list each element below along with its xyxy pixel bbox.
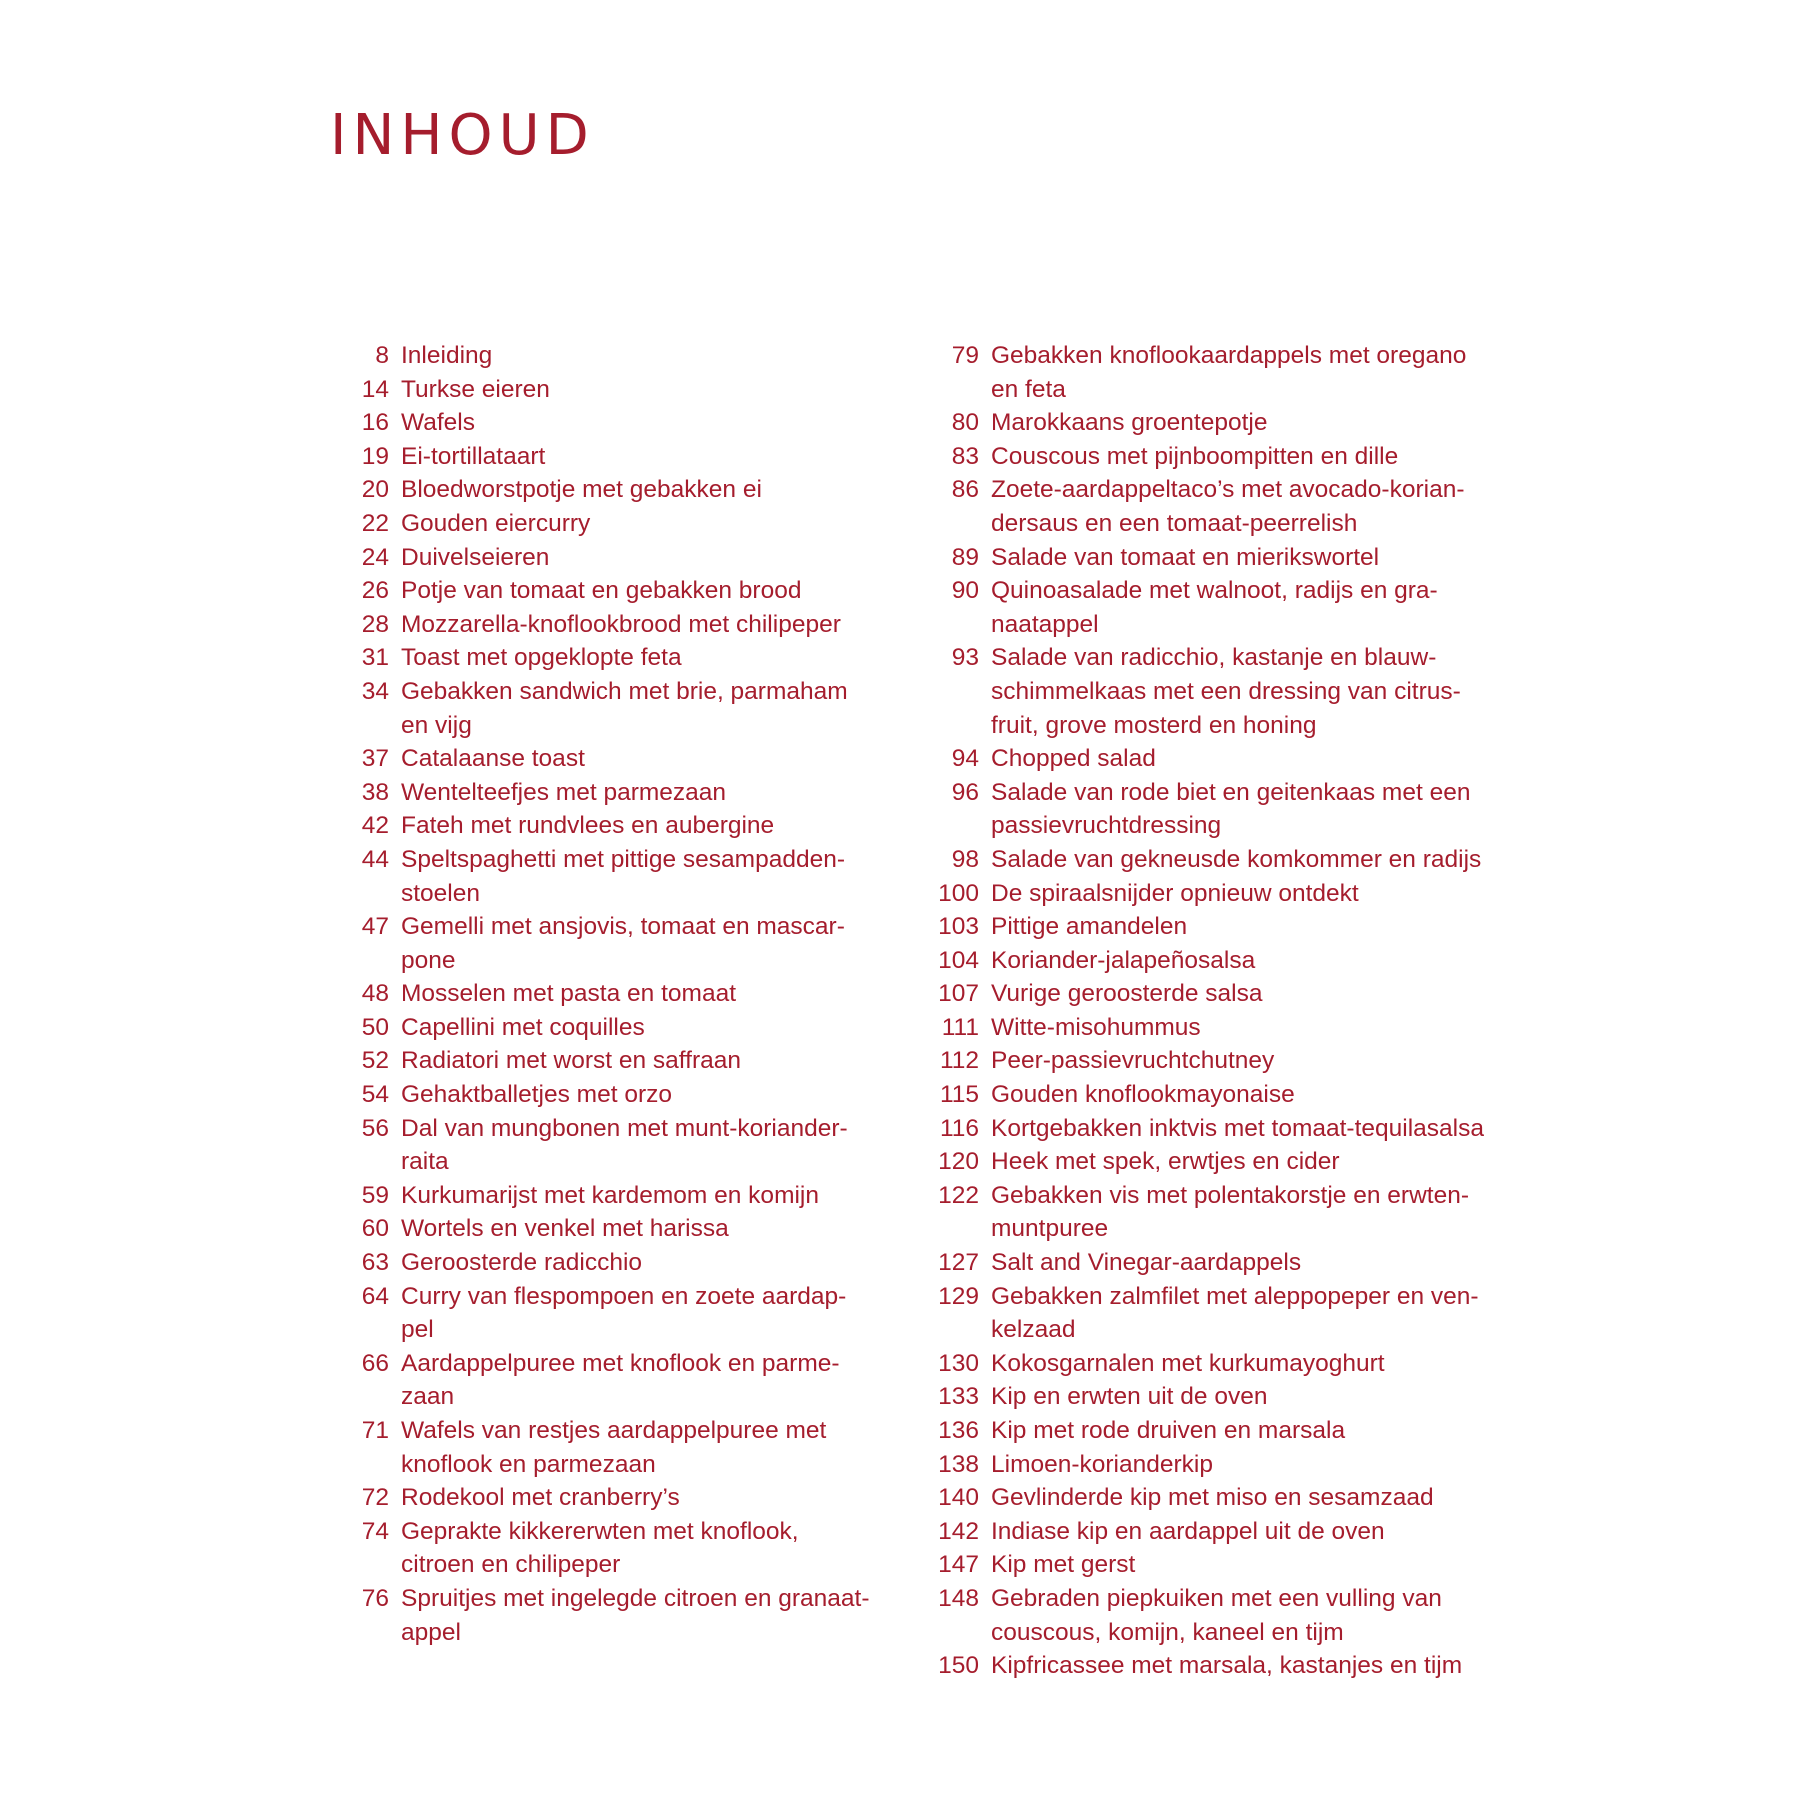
toc-entry-line: appel bbox=[401, 1618, 461, 1646]
toc-entry-title bbox=[991, 1280, 1479, 1347]
toc-entry-title bbox=[991, 1044, 1274, 1078]
toc-entry-line: Heek met spek, erwtjes en cider bbox=[991, 1148, 1340, 1176]
toc-entry-line: couscous, komijn, kaneel en tijm bbox=[991, 1618, 1344, 1646]
toc-entry-title bbox=[401, 339, 492, 373]
toc-page-number: 94 bbox=[951, 745, 979, 773]
toc-entry bbox=[935, 1347, 1484, 1381]
toc-entry-line: Gehaktballetjes met orzo bbox=[401, 1081, 672, 1109]
toc-entry-title bbox=[991, 1380, 1268, 1414]
toc-page-number: 120 bbox=[938, 1148, 979, 1176]
toc-entry bbox=[345, 1280, 870, 1347]
toc-entry-line: naatappel bbox=[991, 610, 1099, 638]
toc-entry-line: Vurige geroosterde salsa bbox=[991, 980, 1263, 1008]
toc-entry-line: Kip met rode druiven en marsala bbox=[991, 1417, 1346, 1444]
toc-entry-title bbox=[401, 675, 848, 742]
toc-entry-title bbox=[991, 1548, 1135, 1582]
toc-entry-title bbox=[401, 1280, 846, 1347]
toc-page-number: 76 bbox=[361, 1584, 389, 1612]
toc-entry-line: Gebakken vis met polentakorstje en erwten- bbox=[991, 1181, 1469, 1209]
toc-entry-line: Indiase kip en aardappel uit de oven bbox=[991, 1517, 1385, 1545]
toc-entry-title bbox=[991, 574, 1438, 641]
toc-entry-line: Kurkumarijst met kardemom en komijn bbox=[401, 1181, 819, 1209]
toc-column-right bbox=[935, 339, 1484, 1683]
toc-page-number: 79 bbox=[951, 342, 979, 369]
toc-entry-title bbox=[991, 977, 1262, 1011]
toc-entry-line: Inleiding bbox=[401, 342, 493, 369]
toc-entry-title bbox=[401, 776, 726, 810]
toc-entry-line: Ei-tortillataart bbox=[401, 442, 546, 470]
toc-entry-line: Speltspaghetti met pittige sesampadden- bbox=[401, 845, 845, 873]
toc-entry-title bbox=[401, 843, 845, 910]
toc-entry-title bbox=[991, 843, 1481, 877]
toc-entry-title bbox=[401, 1481, 680, 1515]
toc-page-number: 86 bbox=[951, 476, 979, 504]
toc-entry bbox=[935, 1112, 1484, 1146]
toc-entry-title bbox=[991, 1481, 1434, 1515]
toc-entry bbox=[935, 877, 1484, 911]
toc-entry-line: Witte-misohummus bbox=[991, 1013, 1201, 1041]
toc-entry bbox=[345, 977, 870, 1011]
toc-entry-title bbox=[401, 742, 585, 776]
toc-entry bbox=[345, 1011, 870, 1045]
toc-entry-title bbox=[991, 1179, 1469, 1246]
toc-entry-title bbox=[401, 541, 549, 575]
toc-page-number: 64 bbox=[361, 1282, 389, 1310]
toc-entry-line: Peer-passievruchtchutney bbox=[991, 1047, 1275, 1075]
toc-entry bbox=[935, 1044, 1484, 1078]
toc-entry bbox=[935, 843, 1484, 877]
toc-entry bbox=[345, 809, 870, 843]
toc-entry bbox=[935, 473, 1484, 540]
toc-page-number: 63 bbox=[361, 1249, 389, 1277]
toc-entry-line: Salade van radicchio, kastanje en blauw- bbox=[991, 644, 1437, 672]
toc-entry bbox=[345, 910, 870, 977]
toc-page-number: 26 bbox=[361, 577, 389, 605]
toc-page-number: 98 bbox=[951, 845, 979, 873]
toc-entry bbox=[345, 507, 870, 541]
toc-entry bbox=[935, 977, 1484, 1011]
toc-page-number: 136 bbox=[938, 1417, 979, 1444]
toc-entry-title bbox=[401, 910, 845, 977]
toc-entry bbox=[345, 1112, 870, 1179]
toc-entry-line: Gebakken zalmfilet met aleppopeper en ven- bbox=[991, 1282, 1479, 1310]
toc-entry-line: Chopped salad bbox=[991, 745, 1156, 773]
toc-entry-line: Capellini met coquilles bbox=[401, 1013, 645, 1041]
toc-entry bbox=[345, 574, 870, 608]
toc-entry bbox=[345, 776, 870, 810]
toc-page-number: 72 bbox=[361, 1484, 389, 1512]
toc-entry bbox=[935, 742, 1484, 776]
toc-entry-line: Mosselen met pasta en tomaat bbox=[401, 980, 737, 1008]
toc-entry-line: kelzaad bbox=[991, 1316, 1076, 1344]
toc-page-number: 24 bbox=[361, 543, 389, 571]
toc-entry-title bbox=[991, 1515, 1385, 1549]
toc-entry-line: Quinoasalade met walnoot, radijs en gra- bbox=[991, 577, 1438, 605]
toc-entry-line: pel bbox=[401, 1316, 434, 1344]
toc-entry bbox=[935, 1548, 1484, 1582]
toc-page-number: 16 bbox=[361, 409, 389, 437]
toc-page-number: 96 bbox=[951, 778, 979, 806]
toc-entry-title bbox=[401, 977, 736, 1011]
toc-entry-line: Gevlinderde kip met miso en sesamzaad bbox=[991, 1484, 1434, 1512]
toc-page-number: 37 bbox=[361, 745, 389, 773]
toc-entry-line: Wentelteefjes met parmezaan bbox=[401, 778, 727, 806]
toc-entry bbox=[345, 1347, 870, 1414]
toc-entry-title bbox=[401, 574, 801, 608]
toc-page-number: 83 bbox=[951, 442, 979, 470]
toc-entry-title bbox=[401, 608, 841, 642]
toc-entry-title bbox=[991, 541, 1379, 575]
toc-entry-title bbox=[401, 1515, 799, 1582]
toc-entry bbox=[345, 1212, 870, 1246]
toc-page-number: 142 bbox=[938, 1517, 979, 1545]
toc-page-number: 89 bbox=[951, 543, 979, 571]
toc-entry-line: Zoete-aardappeltaco’s met avocado-korian- bbox=[991, 476, 1465, 504]
toc-entry-title bbox=[991, 1078, 1295, 1112]
toc-entry-title bbox=[991, 1011, 1201, 1045]
toc-entry bbox=[345, 440, 870, 474]
toc-page-number: 34 bbox=[361, 677, 389, 705]
toc-page-number: 150 bbox=[938, 1652, 979, 1680]
toc-entry-title bbox=[401, 1179, 819, 1213]
toc-entry-line: Mozzarella-knoflookbrood met chilipeper bbox=[401, 610, 841, 638]
toc-entry-title bbox=[401, 1078, 672, 1112]
toc-page-number: 93 bbox=[951, 644, 979, 672]
toc-entry bbox=[935, 1649, 1484, 1683]
toc-entry-line: passievruchtdressing bbox=[991, 812, 1222, 840]
toc-page-number: 127 bbox=[938, 1249, 979, 1277]
toc-entry bbox=[345, 473, 870, 507]
page-title: INHOUD bbox=[330, 103, 595, 168]
toc-entry bbox=[345, 1414, 870, 1481]
toc-page-number: 48 bbox=[361, 980, 389, 1008]
toc-entry-line: Gemelli met ansjovis, tomaat en mascar- bbox=[401, 913, 845, 941]
toc-entry-line: Wortels en venkel met harissa bbox=[401, 1215, 729, 1243]
toc-page-number: 140 bbox=[938, 1484, 979, 1512]
toc-entry-line: Salade van tomaat en mierikswortel bbox=[991, 543, 1380, 571]
toc-entry-line: Couscous met pijnboompitten en dille bbox=[991, 442, 1399, 470]
toc-entry-title bbox=[401, 641, 682, 675]
toc-page-number: 133 bbox=[938, 1383, 979, 1411]
toc-entry bbox=[345, 675, 870, 742]
toc-entry bbox=[345, 608, 870, 642]
toc-entry bbox=[345, 1515, 870, 1582]
toc-entry-line: Kip en erwten uit de oven bbox=[991, 1383, 1268, 1411]
toc-entry bbox=[935, 1078, 1484, 1112]
toc-entry-line: Dal van mungbonen met munt-koriander- bbox=[401, 1114, 848, 1142]
toc-entry-title bbox=[401, 1112, 848, 1179]
toc-page-number: 104 bbox=[938, 946, 979, 974]
toc-entry-title bbox=[401, 507, 590, 541]
toc-entry-title bbox=[401, 1582, 870, 1649]
toc-entry-line: dersaus en een tomaat-peerrelish bbox=[991, 509, 1358, 537]
toc-entry-line: Marokkaans groentepotje bbox=[991, 409, 1268, 437]
toc-page-number: 52 bbox=[361, 1047, 389, 1075]
toc-page-number: 47 bbox=[361, 913, 389, 941]
toc-entry bbox=[345, 339, 870, 373]
toc-entry-line: Toast met opgeklopte feta bbox=[401, 644, 682, 672]
toc-entry-line: Gouden eiercurry bbox=[401, 509, 591, 537]
toc-entry bbox=[935, 541, 1484, 575]
toc-entry-line: Aardappelpuree met knoflook en parme- bbox=[401, 1349, 840, 1377]
toc-entry bbox=[935, 406, 1484, 440]
toc-entry-line: Potje van tomaat en gebakken brood bbox=[401, 577, 802, 605]
toc-page-number: 130 bbox=[938, 1349, 979, 1377]
toc-entry-title bbox=[991, 877, 1359, 911]
toc-entry-title bbox=[991, 910, 1187, 944]
toc-entry bbox=[935, 1145, 1484, 1179]
toc-page-number: 22 bbox=[361, 509, 389, 537]
toc-entry-title bbox=[991, 1649, 1462, 1683]
toc-page-number: 14 bbox=[361, 375, 389, 403]
toc-entry-line: Kortgebakken inktvis met tomaat-tequilasalsa bbox=[991, 1114, 1484, 1142]
toc-page-number: 74 bbox=[361, 1517, 389, 1545]
toc-entry bbox=[345, 1179, 870, 1213]
toc-entry bbox=[935, 574, 1484, 641]
toc-entry-line: Geroosterde radicchio bbox=[401, 1249, 643, 1277]
toc-entry-title bbox=[401, 473, 762, 507]
toc-entry-line: Duivelseieren bbox=[401, 543, 550, 571]
toc-entry-title bbox=[401, 406, 475, 440]
toc-entry-title bbox=[401, 1044, 741, 1078]
toc-entry bbox=[345, 1044, 870, 1078]
toc-page-number: 54 bbox=[361, 1081, 389, 1109]
toc-entry-title bbox=[401, 1347, 840, 1414]
toc-entry-title bbox=[401, 1212, 729, 1246]
toc-entry-title bbox=[991, 1246, 1301, 1280]
toc-entry-line: pone bbox=[401, 946, 456, 974]
toc-entry-title bbox=[991, 1145, 1340, 1179]
toc-page-number: 115 bbox=[939, 1081, 979, 1109]
toc-entry-title bbox=[991, 944, 1255, 978]
toc-entry-line: Curry van flespompoen en zoete aardap- bbox=[401, 1282, 847, 1310]
toc-entry-title bbox=[991, 1582, 1442, 1649]
toc-entry bbox=[935, 776, 1484, 843]
toc-entry bbox=[345, 373, 870, 407]
toc-page-number: 147 bbox=[938, 1551, 979, 1579]
toc-entry-line: Catalaanse toast bbox=[401, 745, 585, 773]
toc-page-number: 122 bbox=[938, 1181, 979, 1209]
toc-page-number: 44 bbox=[361, 845, 389, 873]
toc-entry-line: Wafels van restjes aardappelpuree met bbox=[401, 1417, 827, 1444]
toc-page-number: 66 bbox=[361, 1349, 389, 1377]
toc-page-number: 38 bbox=[361, 778, 389, 806]
toc-entry-title bbox=[401, 373, 550, 407]
toc-entry-title bbox=[401, 1246, 642, 1280]
toc-entry-title bbox=[991, 1448, 1213, 1482]
toc-entry bbox=[935, 641, 1484, 742]
toc-entry bbox=[345, 843, 870, 910]
toc-entry bbox=[935, 1582, 1484, 1649]
toc-entry-line: Radiatori met worst en saffraan bbox=[401, 1047, 741, 1075]
toc-entry-line: Gebakken sandwich met brie, parmaham bbox=[401, 677, 848, 705]
toc-entry bbox=[935, 944, 1484, 978]
toc-entry-line: knoflook en parmezaan bbox=[401, 1450, 656, 1478]
toc-page-number: 56 bbox=[361, 1114, 389, 1142]
toc-entry-line: schimmelkaas met een dressing van citrus- bbox=[991, 677, 1461, 705]
toc-entry-line: Fateh met rundvlees en aubergine bbox=[401, 812, 775, 840]
toc-page-number: 28 bbox=[361, 610, 389, 638]
toc-entry bbox=[345, 641, 870, 675]
toc-entry-line: Limoen-korianderkip bbox=[991, 1450, 1213, 1478]
toc-entry-line: zaan bbox=[401, 1383, 455, 1411]
toc-entry bbox=[935, 1246, 1484, 1280]
toc-entry-line: Pittige amandelen bbox=[991, 913, 1188, 941]
toc-entry-line: Gebakken knoflookaardappels met oregano bbox=[991, 342, 1467, 369]
toc-page-number: 71 bbox=[361, 1417, 389, 1444]
toc-entry bbox=[345, 1582, 870, 1649]
toc-entry-line: De spiraalsnijder opnieuw ontdekt bbox=[991, 879, 1359, 907]
toc-entry bbox=[345, 1078, 870, 1112]
toc-entry bbox=[935, 440, 1484, 474]
toc-page-number: 42 bbox=[361, 812, 389, 840]
toc-entry-line: Geprakte kikkererwten met knoflook, bbox=[401, 1517, 799, 1545]
toc-entry bbox=[345, 541, 870, 575]
toc-entry-line: Spruitjes met ingelegde citroen en granaat- bbox=[401, 1584, 870, 1612]
toc-entry bbox=[935, 910, 1484, 944]
toc-page-number: 107 bbox=[938, 980, 979, 1008]
toc-entry-line: Kip met gerst bbox=[991, 1551, 1136, 1579]
toc-entry-title bbox=[991, 440, 1398, 474]
toc-entry-title bbox=[401, 809, 774, 843]
toc-entry-line: Wafels bbox=[401, 409, 475, 437]
toc-entry bbox=[935, 1380, 1484, 1414]
toc-entry bbox=[935, 1448, 1484, 1482]
toc-entry-title bbox=[991, 1414, 1345, 1448]
toc-entry-line: Salt and Vinegar-aardappels bbox=[991, 1249, 1302, 1277]
toc-entry-line: Kokosgarnalen met kurkumayoghurt bbox=[991, 1349, 1385, 1377]
toc-entry bbox=[935, 1280, 1484, 1347]
toc-page-number: 59 bbox=[361, 1181, 389, 1209]
toc-page-number: 8 bbox=[375, 342, 389, 369]
toc-page-number: 50 bbox=[361, 1013, 389, 1041]
toc-entry-title bbox=[991, 1347, 1385, 1381]
toc-entry-title bbox=[991, 473, 1464, 540]
toc-page-number: 148 bbox=[938, 1584, 979, 1612]
toc-entry-line: Salade van gekneusde komkommer en radijs bbox=[991, 845, 1482, 873]
toc-page-number: 31 bbox=[361, 644, 389, 672]
toc-entry-line: Gebraden piepkuiken met een vulling van bbox=[991, 1584, 1442, 1612]
toc-entry bbox=[345, 1246, 870, 1280]
toc-page-number: 138 bbox=[938, 1450, 979, 1478]
toc-entry-line: Salade van rode biet en geitenkaas met een bbox=[991, 778, 1471, 806]
toc-entry-title bbox=[401, 1011, 645, 1045]
toc-entry-line: Koriander-jalapeñosalsa bbox=[991, 946, 1256, 974]
toc-entry bbox=[935, 1481, 1484, 1515]
toc-entry-line: muntpuree bbox=[991, 1215, 1109, 1243]
toc-entry-title bbox=[401, 440, 545, 474]
toc-entry-line: en feta bbox=[991, 375, 1066, 403]
toc-page-number: 129 bbox=[938, 1282, 979, 1310]
toc-entry-title bbox=[991, 1112, 1484, 1146]
toc-page-number: 112 bbox=[939, 1047, 979, 1075]
toc-entry bbox=[345, 742, 870, 776]
toc-page-number: 20 bbox=[361, 476, 389, 504]
toc-entry-title bbox=[991, 339, 1466, 406]
toc-page-number: 103 bbox=[938, 913, 979, 941]
toc-entry bbox=[935, 339, 1484, 406]
toc-entry-title bbox=[401, 1414, 826, 1481]
toc-column-left bbox=[345, 339, 870, 1649]
toc-entry bbox=[935, 1515, 1484, 1549]
toc-entry bbox=[935, 1414, 1484, 1448]
toc-entry-title bbox=[991, 776, 1470, 843]
toc-page-number: 90 bbox=[951, 577, 979, 605]
toc-page-number: 19 bbox=[361, 442, 389, 470]
toc-entry-line: fruit, grove mosterd en honing bbox=[991, 711, 1317, 739]
toc-page-number: 100 bbox=[938, 879, 979, 907]
toc-page-number: 60 bbox=[361, 1215, 389, 1243]
toc-entry-line: citroen en chilipeper bbox=[401, 1551, 621, 1579]
toc-entry-line: stoelen bbox=[401, 879, 481, 907]
toc-page-number: 116 bbox=[939, 1114, 979, 1142]
toc-page-number: 80 bbox=[951, 409, 979, 437]
toc-page-number: 111 bbox=[941, 1013, 979, 1041]
toc-entry-line: en vijg bbox=[401, 711, 472, 739]
toc-entry-line: Gouden knoflookmayonaise bbox=[991, 1081, 1295, 1109]
toc-entry-title bbox=[991, 742, 1156, 776]
toc-entry-title bbox=[991, 641, 1461, 742]
toc-entry-line: Rodekool met cranberry’s bbox=[401, 1484, 680, 1512]
toc-entry-line: raita bbox=[401, 1148, 449, 1176]
toc-entry bbox=[345, 406, 870, 440]
toc-entry bbox=[935, 1011, 1484, 1045]
toc-entry-line: Turkse eieren bbox=[401, 375, 550, 403]
toc-entry-line: Bloedworstpotje met gebakken ei bbox=[401, 476, 762, 504]
toc-entry-title bbox=[991, 406, 1267, 440]
toc-entry bbox=[345, 1481, 870, 1515]
toc-entry bbox=[935, 1179, 1484, 1246]
toc-entry-line: Kipfricassee met marsala, kastanjes en tijm bbox=[991, 1652, 1463, 1680]
